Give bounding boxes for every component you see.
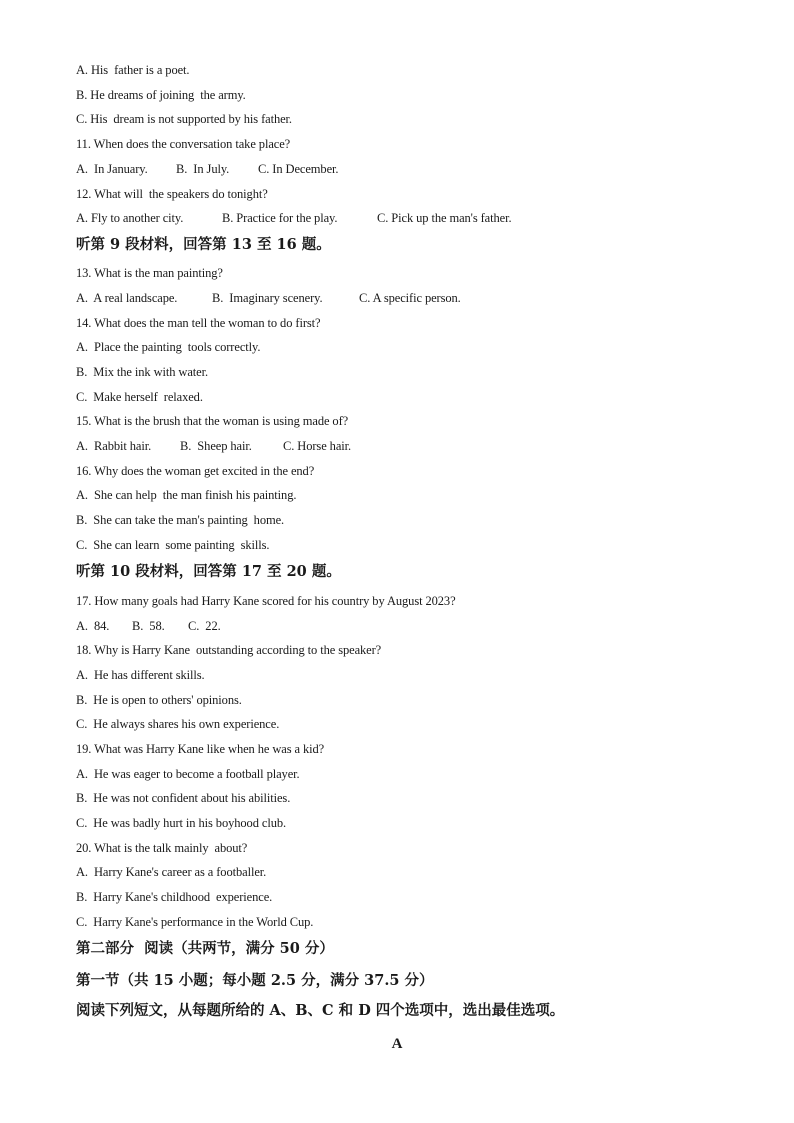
q20-option-b: B. Harry Kane's childhood experience. (76, 890, 273, 904)
section-10-heading: 听第 10 段材料，回答第 17 至 20 题。 (76, 563, 341, 580)
q14-option-b: B. Mix the ink with water. (76, 365, 209, 379)
q19-question: 19. What was Harry Kane like when he was a kid? (76, 742, 325, 756)
q11-options (76, 161, 338, 177)
reading-instructions: 阅读下列短文，从每题所给的 A、B、C 和 D 四个选项中，选出最佳选项。 (76, 1002, 565, 1019)
q13-options (76, 290, 461, 306)
q11-question: 11. When does the conversation take place? (76, 137, 291, 151)
q18-option-b: B. He is open to others' opinions. (76, 693, 242, 707)
q15-options (76, 438, 351, 454)
q17-options (76, 618, 221, 634)
q20-option-c: C. Harry Kane's performance in the World Cup. (76, 915, 314, 929)
q17-question: 17. How many goals had Harry Kane scored for his country by August 2023? (76, 594, 456, 608)
q15-option-a: A. Rabbit hair. (76, 439, 152, 453)
q12-option-a: A. Fly to another city. (76, 211, 184, 225)
q14-option-c: C. Make herself relaxed. (76, 390, 203, 404)
q16-option-b: B. She can take the man's painting home. (76, 513, 285, 527)
q20-question: 20. What is the talk mainly about? (76, 841, 248, 855)
q15-option-b: B. Sheep hair. (180, 439, 252, 453)
q11-option-b: B. In July. (176, 162, 230, 176)
q12-option-b: B. Practice for the play. (222, 211, 338, 225)
q15-question: 15. What is the brush that the woman is using made of? (76, 414, 349, 428)
q18-option-a: A. He has different skills. (76, 668, 205, 682)
q12-options (76, 210, 512, 226)
q10-option-c: C. His dream is not supported by his father. (76, 112, 292, 126)
q20-option-a: A. Harry Kane's career as a footballer. (76, 865, 267, 879)
q12-question: 12. What will the speakers do tonight? (76, 187, 268, 201)
q17-option-b: B. 58. (132, 619, 165, 633)
part2-section1-heading: 第一节（共 15 小题；每小题 2.5 分，满分 37.5 分） (76, 972, 434, 989)
q11-option-a: A. In January. (76, 162, 148, 176)
q17-option-c: C. 22. (188, 619, 221, 633)
q14-question: 14. What does the man tell the woman to do first? (76, 316, 321, 330)
q13-question: 13. What is the man painting? (76, 266, 223, 280)
section-9-heading: 听第 9 段材料，回答第 13 至 16 题。 (76, 236, 331, 253)
passage-label: A (391, 1036, 403, 1052)
q19-option-a: A. He was eager to become a football player. (76, 767, 300, 781)
q11-option-c: C. In December. (258, 162, 339, 176)
q16-question: 16. Why does the woman get excited in the end? (76, 464, 315, 478)
q13-option-b: B. Imaginary scenery. (212, 291, 323, 305)
q10-option-b: B. He dreams of joining the army. (76, 88, 246, 102)
q12-option-c: C. Pick up the man's father. (377, 211, 512, 225)
q18-question: 18. Why is Harry Kane outstanding according to the speaker? (76, 643, 382, 657)
q16-option-c: C. She can learn some painting skills. (76, 538, 270, 552)
q15-option-c: C. Horse hair. (283, 439, 352, 453)
q17-option-a: A. 84. (76, 619, 110, 633)
part2-heading: 第二部分 阅读（共两节，满分 50 分） (76, 940, 334, 957)
q13-option-c: C. A specific person. (359, 291, 461, 305)
q14-option-a: A. Place the painting tools correctly. (76, 340, 261, 354)
q18-option-c: C. He always shares his own experience. (76, 717, 280, 731)
q13-option-a: A. A real landscape. (76, 291, 178, 305)
q10-option-a: A. His father is a poet. (76, 63, 190, 77)
q19-option-b: B. He was not confident about his abilities. (76, 791, 291, 805)
q16-option-a: A. She can help the man finish his painting. (76, 488, 297, 502)
q19-option-c: C. He was badly hurt in his boyhood club. (76, 816, 287, 830)
